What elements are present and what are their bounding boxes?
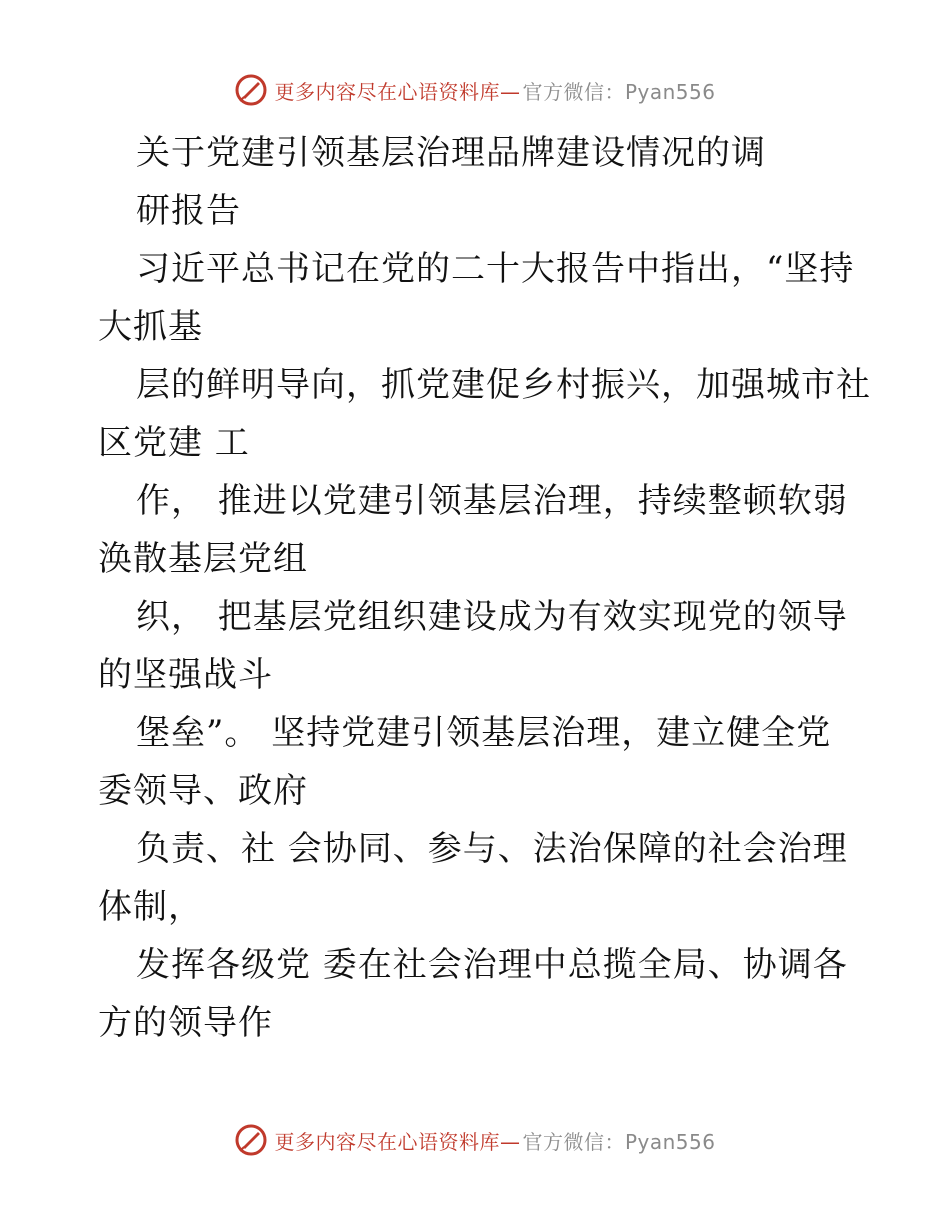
text-line: 负责、社 会协同、参与、法治保障的社会治理 xyxy=(136,829,848,869)
text-line: 堡垒”。 坚持党建引领基层治理，建立健全党 xyxy=(136,713,832,753)
footer-watermark xyxy=(0,1120,950,1160)
text-line: 作， 推进以党建引领基层治理，持续整顿软弱 xyxy=(136,481,848,521)
quill-logo-icon xyxy=(234,1123,268,1157)
text-line: 研报告 xyxy=(136,191,241,231)
quill-logo-icon xyxy=(234,73,268,107)
document-body xyxy=(98,124,871,1052)
text-line: 关于党建引领基层治理品牌建设情况的调 xyxy=(136,133,766,173)
watermark-site-text: 更多内容尽在心语资料库— xyxy=(274,79,521,104)
text-line: 涣散基层党组 xyxy=(98,539,308,579)
header-watermark xyxy=(0,70,950,110)
watermark-wechat-text: 官方微信：Pyan556 xyxy=(522,1129,716,1154)
text-line: 层的鲜明导向，抓党建促乡村振兴，加强城市社 xyxy=(136,365,871,405)
text-line: 区党建 工 xyxy=(98,423,250,463)
text-line: 的坚强战斗 xyxy=(98,655,273,695)
text-line: 织， 把基层党组织建设成为有效实现党的领导 xyxy=(136,597,848,637)
text-line: 大抓基 xyxy=(98,307,203,347)
text-line: 方的领导作 xyxy=(98,1003,273,1043)
text-line: 委领导、政府 xyxy=(98,771,308,811)
watermark-wechat-text: 官方微信：Pyan556 xyxy=(522,79,716,104)
text-line: 体制， xyxy=(98,887,203,927)
watermark-site-text: 更多内容尽在心语资料库— xyxy=(274,1129,521,1154)
text-line: 习近平总书记在党的二十大报告中指出，“坚持 xyxy=(136,249,855,289)
text-line: 发挥各级党 委在社会治理中总揽全局、协调各 xyxy=(136,945,848,985)
